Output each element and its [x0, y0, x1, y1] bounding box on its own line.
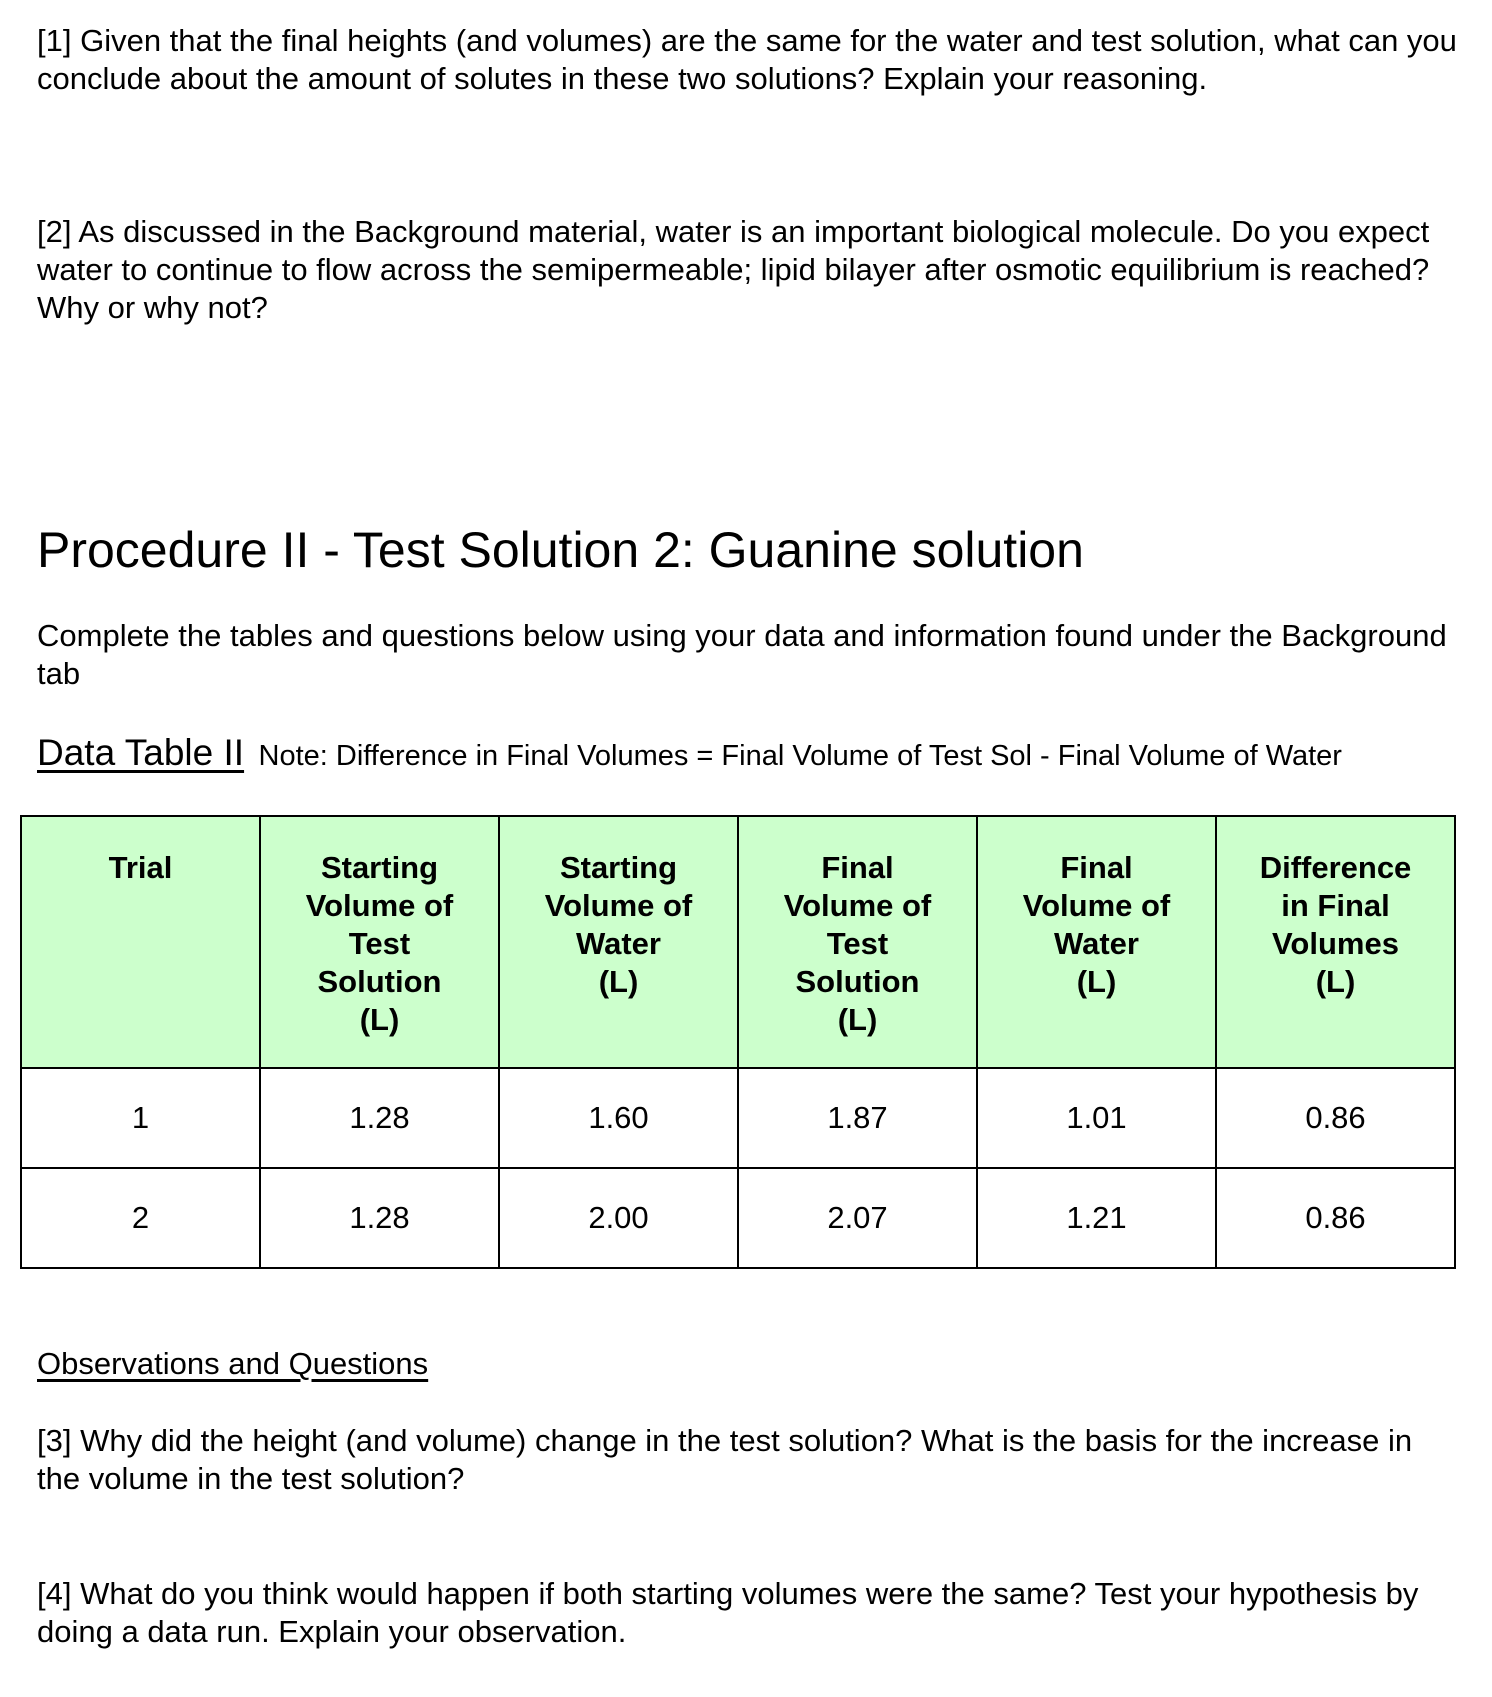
procedure-heading: Procedure II - Test Solution 2: Guanine solution — [37, 522, 1084, 578]
col-header-final-test: Final Volume of Test Solution (L) — [738, 816, 977, 1068]
table-cell: 1.87 — [738, 1068, 977, 1168]
table-cell: 1 — [21, 1068, 260, 1168]
question-1: [1] Given that the final heights (and volumes) are the same for the water and test solution, what can you conclude about the amount of solutes in these two solutions? Explain your reasoning. — [37, 23, 1457, 96]
table-cell: 1.60 — [499, 1068, 738, 1168]
table-cell: 1.01 — [977, 1068, 1216, 1168]
table-cell: 2 — [21, 1168, 260, 1268]
col-header-start-water: Starting Volume of Water (L) — [499, 816, 738, 1068]
col-header-final-water: Final Volume of Water (L) — [977, 816, 1216, 1068]
observations-heading: Observations and Questions — [37, 1346, 429, 1381]
table-cell: 0.86 — [1216, 1068, 1455, 1168]
procedure-intro: Complete the tables and questions below using your data and information found under the Background tab — [37, 618, 1447, 691]
table-row — [21, 1068, 1455, 1168]
table-cell: 2.07 — [738, 1168, 977, 1268]
question-2: [2] As discussed in the Background material, water is an important biological molecule. Do you expect water to continue to flow across the semipermeable; lipid bilayer after osmotic equilibrium is reached? Why or why not? — [37, 214, 1430, 325]
table-header-row — [21, 816, 1455, 1068]
table-cell: 0.86 — [1216, 1168, 1455, 1268]
question-3: [3] Why did the height (and volume) change in the test solution? What is the basis for the increase in the volume in the test solution? — [37, 1423, 1413, 1496]
table-caption — [37, 732, 1342, 774]
col-header-trial: Trial — [21, 816, 260, 1068]
table-note: Note: Difference in Final Volumes = Final Volume of Test Sol - Final Volume of Water — [258, 740, 1342, 772]
table-cell: 2.00 — [499, 1168, 738, 1268]
question-4: [4] What do you think would happen if both starting volumes were the same? Test your hypothesis by doing a data run. Explain your observation. — [37, 1576, 1419, 1649]
col-header-difference: Difference in Final Volumes (L) — [1216, 816, 1455, 1068]
col-header-start-test: Starting Volume of Test Solution (L) — [260, 816, 499, 1068]
table-cell: 1.28 — [260, 1068, 499, 1168]
table-title: Data Table II — [37, 732, 245, 773]
data-table-ii — [20, 815, 1456, 1269]
table-cell: 1.28 — [260, 1168, 499, 1268]
table-cell: 1.21 — [977, 1168, 1216, 1268]
table-row — [21, 1168, 1455, 1268]
